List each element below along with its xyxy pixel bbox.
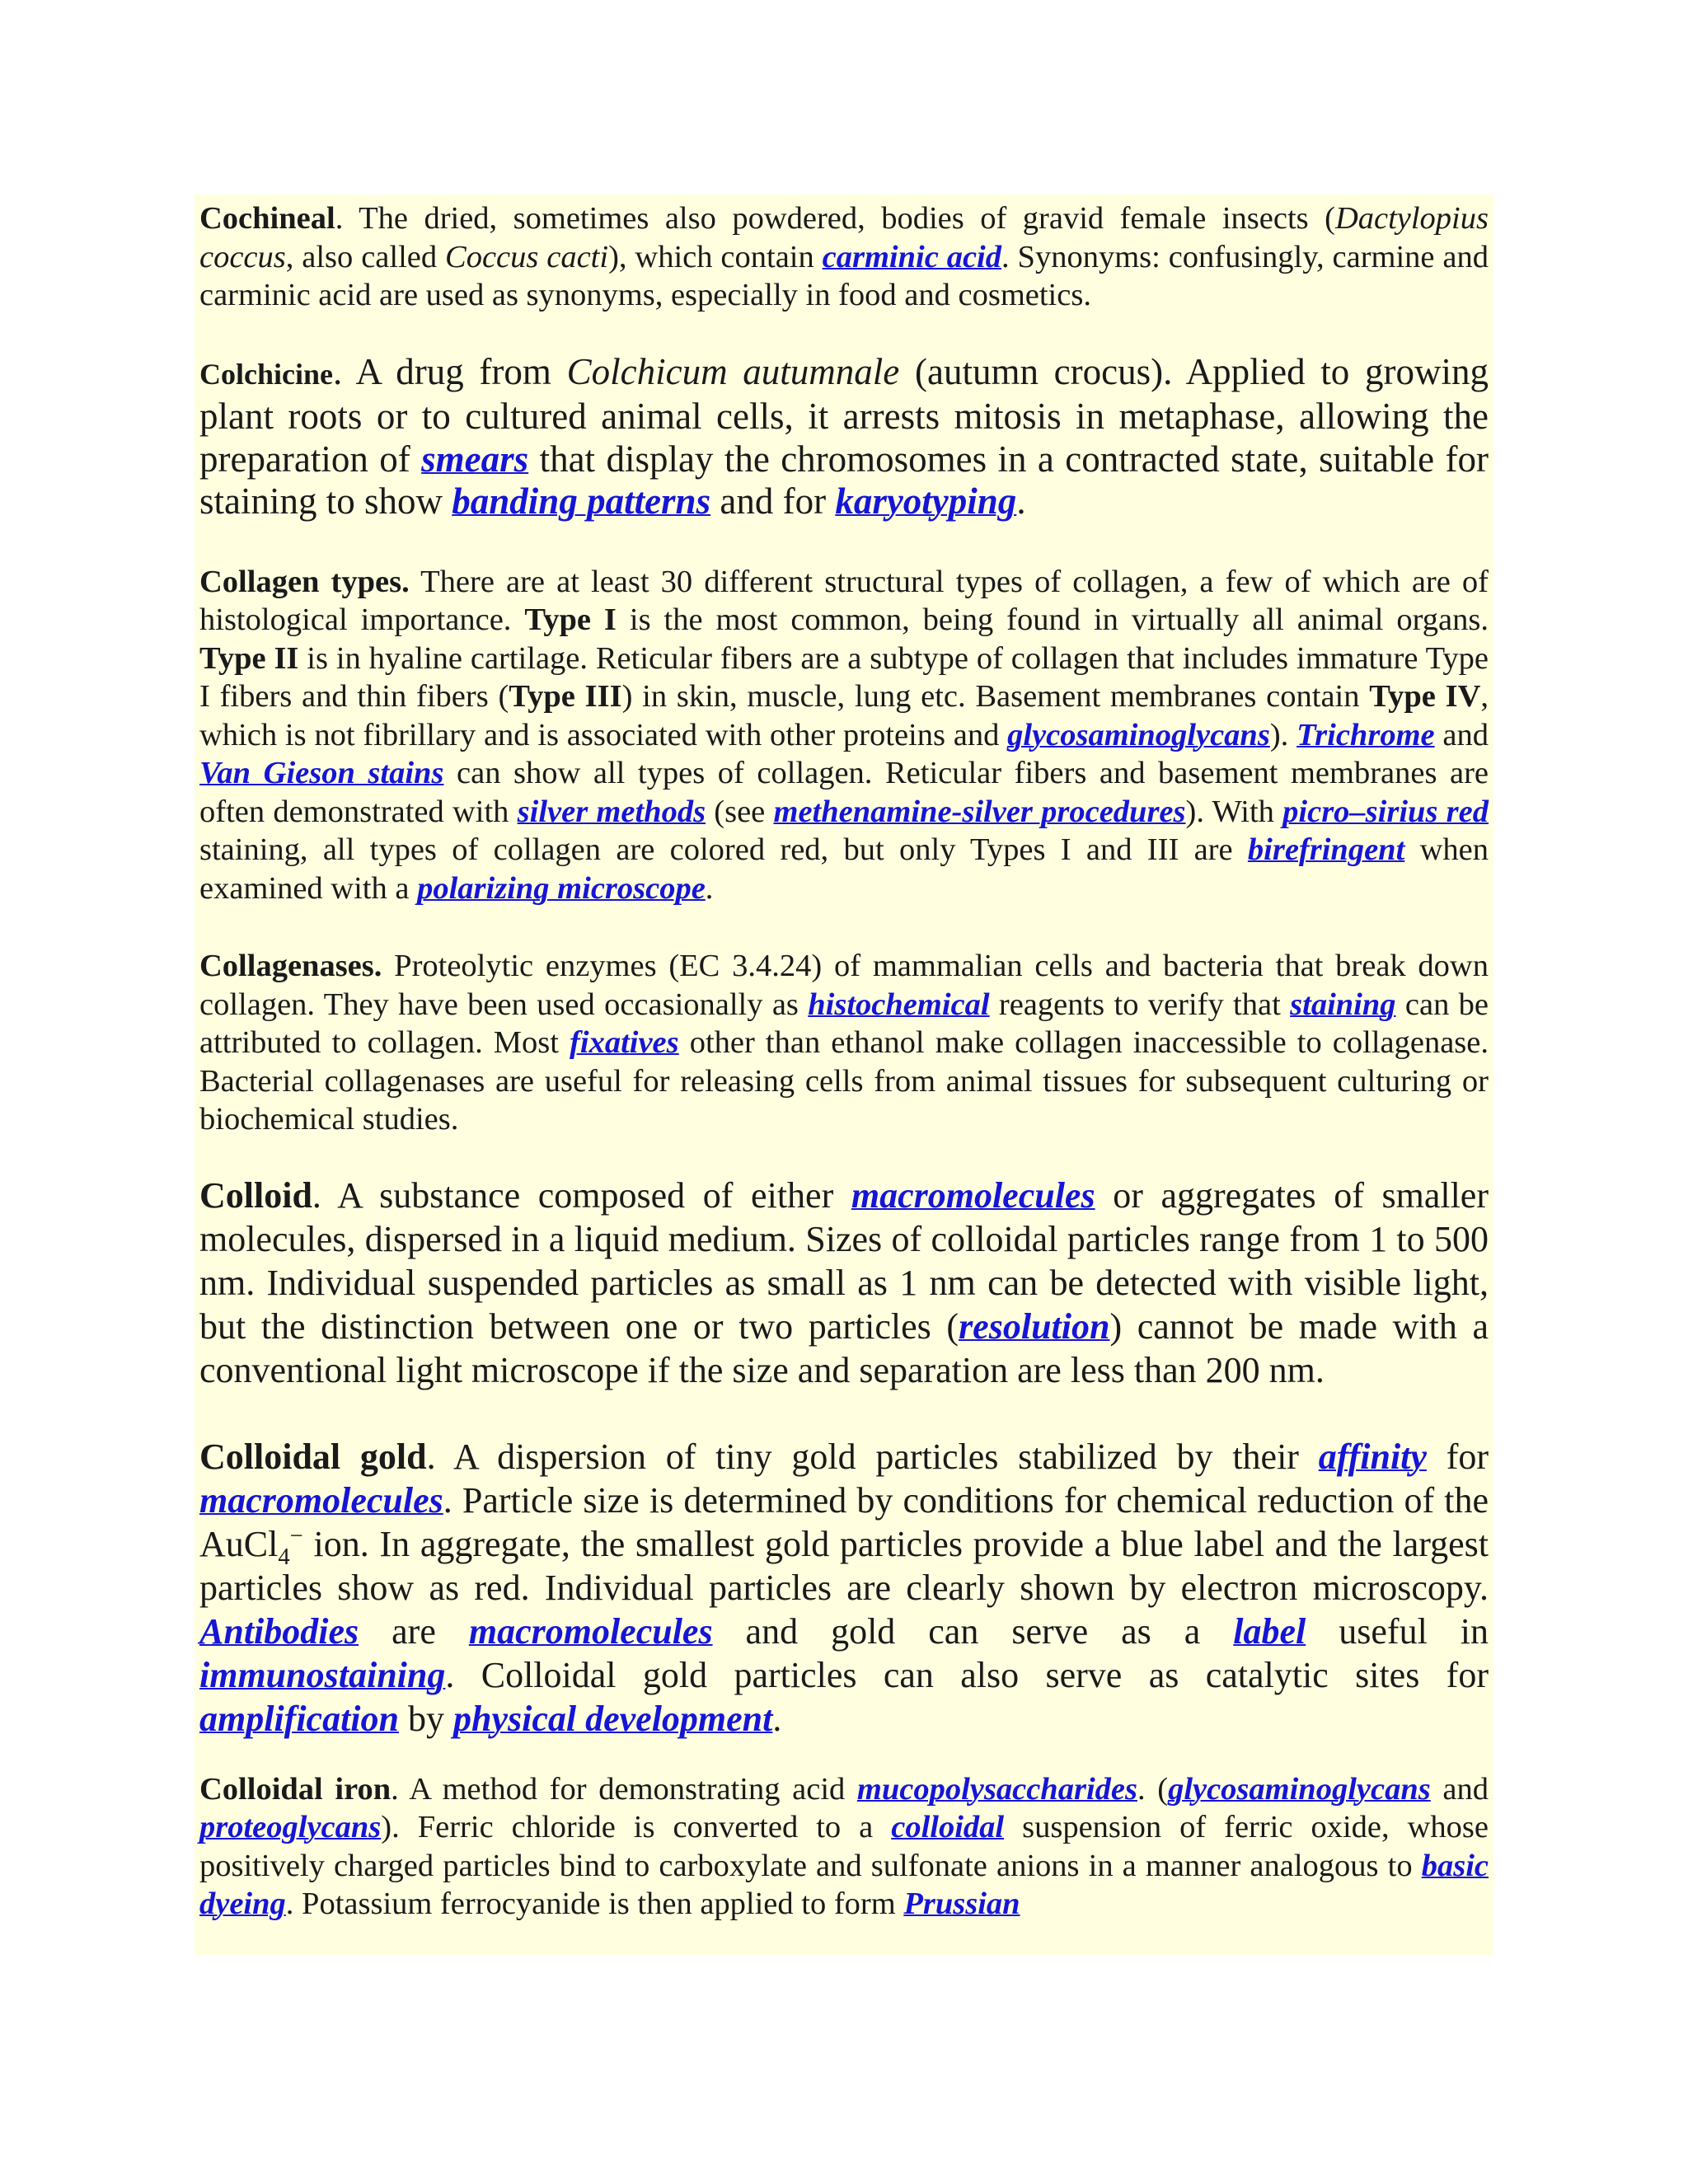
entry-text: . Particle size is determined by conditions for chemical reduction of the AuCl bbox=[199, 1479, 1489, 1564]
entry-text: ), which contain bbox=[608, 239, 823, 274]
entry-text: . A dispersion of tiny gold particles stabilized by their bbox=[426, 1436, 1319, 1477]
entry-colchicine bbox=[199, 351, 1489, 523]
entry-text: ) cannot be made with a conventional light microscope if the size and separation are less than 200 nm. bbox=[199, 1305, 1489, 1390]
entry-text: (autumn crocus). Applied to growing plant roots or to cultured animal cells, it arrests mitosis in metaphase, allowing the preparation of bbox=[199, 350, 1489, 480]
entry-text: are bbox=[359, 1610, 469, 1652]
link-smears[interactable]: smears bbox=[421, 438, 529, 480]
entry-collagenases bbox=[199, 947, 1489, 1139]
entry-text: and bbox=[1434, 717, 1489, 752]
entry-text: that display the chromosomes in a contracted state, suitable for staining to show bbox=[199, 438, 1489, 522]
link-immunostaining[interactable]: immunostaining bbox=[199, 1654, 446, 1695]
entry-text: is the most common, being found in virtually all animal organs. bbox=[616, 602, 1489, 637]
link-polarizing-microscope[interactable]: polarizing microscope bbox=[417, 870, 706, 906]
link-macromolecules[interactable]: macromolecules bbox=[199, 1479, 443, 1521]
link-picro-sirius-red[interactable]: picro–sirius red bbox=[1282, 794, 1489, 829]
entry-colloid bbox=[199, 1174, 1489, 1392]
entry-cochineal bbox=[199, 199, 1489, 315]
entry-text: can be attributed to collagen. Most bbox=[199, 987, 1489, 1060]
entry-colloidal-gold bbox=[199, 1435, 1489, 1741]
entry-text: ion. In aggregate, the smallest gold particles provide a blue label and the largest particles show as red. Individual particles are clearly shown by electron microscopy. bbox=[199, 1523, 1489, 1608]
link-glycosaminoglycans[interactable]: glycosaminoglycans bbox=[1007, 717, 1270, 752]
link-macromolecules[interactable]: macromolecules bbox=[468, 1610, 713, 1652]
link-histochemical[interactable]: histochemical bbox=[808, 987, 990, 1022]
entry-text: . Synonyms: confusingly, carmine and carminic acid are used as synonyms, especially in food and cosmetics. bbox=[199, 239, 1489, 312]
entry-text: and for bbox=[710, 480, 836, 522]
entry-text: . A method for demonstrating acid bbox=[391, 1771, 857, 1807]
entry-text: or aggregates of smaller molecules, dispersed in a liquid medium. Sizes of colloidal particles range from 1 to 500 nm. Individual suspended particles as small as 1 nm can be detected with visible light, but the distinction between one or two particles ( bbox=[199, 1174, 1489, 1347]
link-silver-methods[interactable]: silver methods bbox=[517, 794, 706, 829]
link-amplification[interactable]: amplification bbox=[199, 1698, 399, 1739]
entry-text: . Colloidal gold particles can also serve as catalytic sites for bbox=[445, 1654, 1489, 1695]
link-affinity[interactable]: affinity bbox=[1318, 1436, 1427, 1477]
entry-term: Collagen types. bbox=[199, 564, 410, 599]
subscript: 4 bbox=[278, 1544, 290, 1570]
link-staining[interactable]: staining bbox=[1290, 987, 1396, 1022]
link-label[interactable]: label bbox=[1233, 1610, 1306, 1652]
entry-text: for bbox=[1426, 1436, 1489, 1477]
species-name: Dactylopius coccus bbox=[199, 201, 1489, 274]
entry-text: ) in skin, muscle, lung etc. Basement membranes contain bbox=[621, 679, 1370, 714]
superscript: − bbox=[289, 1522, 303, 1549]
entry-text: and bbox=[1430, 1771, 1489, 1807]
entry-text: . A substance composed of either bbox=[312, 1174, 851, 1216]
entry-text: staining, all types of collagen are colored red, but only Types I and III are bbox=[199, 832, 1248, 867]
entry-text: (see bbox=[706, 794, 774, 829]
link-prussian[interactable]: Prussian bbox=[903, 1886, 1020, 1921]
link-trichrome[interactable]: Trichrome bbox=[1296, 717, 1435, 752]
entry-text: . ( bbox=[1137, 1771, 1169, 1807]
entry-colloidal-iron bbox=[199, 1770, 1489, 1924]
entry-term: Colchicine bbox=[199, 357, 333, 391]
link-banding-patterns[interactable]: banding patterns bbox=[452, 480, 711, 522]
link-colloidal[interactable]: colloidal bbox=[891, 1810, 1005, 1844]
entry-text: , which is not fibrillary and is associated with other proteins and bbox=[199, 679, 1489, 752]
entry-text: by bbox=[399, 1698, 453, 1739]
collagen-type-label: Type IV bbox=[1369, 679, 1481, 714]
collagen-type-label: Type III bbox=[509, 679, 622, 714]
entry-term: Colloidal iron bbox=[199, 1771, 392, 1807]
link-antibodies[interactable]: Antibodies bbox=[199, 1610, 359, 1652]
collagen-type-label: Type I bbox=[524, 602, 617, 637]
entry-term: Colloid bbox=[199, 1174, 312, 1216]
entry-text: . bbox=[1016, 480, 1026, 522]
entry-text: , also called bbox=[285, 239, 446, 274]
entry-text: . The dried, sometimes also powdered, bodies of gravid female insects ( bbox=[335, 201, 1335, 236]
entry-term: Cochineal bbox=[199, 201, 335, 236]
link-fixatives[interactable]: fixatives bbox=[570, 1025, 679, 1060]
link-carminic-acid[interactable]: carminic acid bbox=[822, 239, 1001, 274]
link-methenamine-silver-procedures[interactable]: methenamine-silver procedures bbox=[773, 794, 1186, 829]
entry-text: ). With bbox=[1185, 794, 1283, 829]
link-basic-dyeing[interactable]: basic dyeing bbox=[199, 1848, 1489, 1921]
entry-text: . bbox=[705, 870, 714, 906]
species-name: Colchicum autumnale bbox=[566, 350, 900, 392]
entry-text: reagents to verify that bbox=[989, 987, 1291, 1022]
link-macromolecules[interactable]: macromolecules bbox=[851, 1174, 1095, 1216]
entry-text: . Potassium ferrocyanide is then applied to form bbox=[285, 1886, 904, 1921]
entry-text: suspension of ferric oxide, whose positively charged particles bind to carboxylate and sulfonate anions in a manner analogous to bbox=[199, 1810, 1489, 1883]
link-resolution[interactable]: resolution bbox=[959, 1305, 1110, 1347]
link-proteoglycans[interactable]: proteoglycans bbox=[199, 1810, 382, 1844]
entry-text: other than ethanol make collagen inaccessible to collagenase. Bacterial collagenases are useful for releasing cells from animal tissues for subsequent culturing or biochemical studies. bbox=[199, 1025, 1489, 1137]
entry-text: ). bbox=[1269, 717, 1297, 752]
entry-text: There are at least 30 different structural types of collagen, a few of which are of histological importance. bbox=[199, 564, 1489, 637]
entry-text: is in hyaline cartilage. Reticular fibers are a subtype of collagen that includes immature Type I fibers and thin fibers ( bbox=[199, 640, 1489, 714]
entry-text: Proteolytic enzymes (EC 3.4.24) of mammalian cells and bacteria that break down collagen. They have been used occasionally as bbox=[199, 949, 1489, 1022]
entry-text: ). Ferric chloride is converted to a bbox=[381, 1810, 892, 1844]
link-birefringent[interactable]: birefringent bbox=[1247, 832, 1405, 867]
entry-text: useful in bbox=[1306, 1610, 1489, 1652]
entry-text: and gold can serve as a bbox=[712, 1610, 1234, 1652]
entry-text: . A drug from bbox=[332, 350, 567, 392]
entry-text: when examined with a bbox=[199, 832, 1489, 906]
entry-collagen-types bbox=[199, 563, 1489, 908]
collagen-type-label: Type II bbox=[199, 640, 299, 676]
link-van-gieson-stains[interactable]: Van Gieson stains bbox=[199, 756, 444, 790]
entry-term: Colloidal gold bbox=[199, 1436, 427, 1477]
entry-term: Collagenases. bbox=[199, 949, 382, 983]
link-glycosaminoglycans[interactable]: glycosaminoglycans bbox=[1168, 1771, 1431, 1807]
glossary-page bbox=[195, 194, 1493, 1955]
entry-text: can show all types of collagen. Reticular fibers and basement membranes are often demonstrated with bbox=[199, 756, 1489, 829]
species-name: Coccus cacti bbox=[445, 239, 609, 274]
entry-text: . bbox=[772, 1698, 782, 1739]
link-mucopolysaccharides[interactable]: mucopolysaccharides bbox=[856, 1771, 1137, 1807]
link-karyotyping[interactable]: karyotyping bbox=[835, 480, 1017, 522]
link-physical-development[interactable]: physical development bbox=[453, 1698, 773, 1739]
